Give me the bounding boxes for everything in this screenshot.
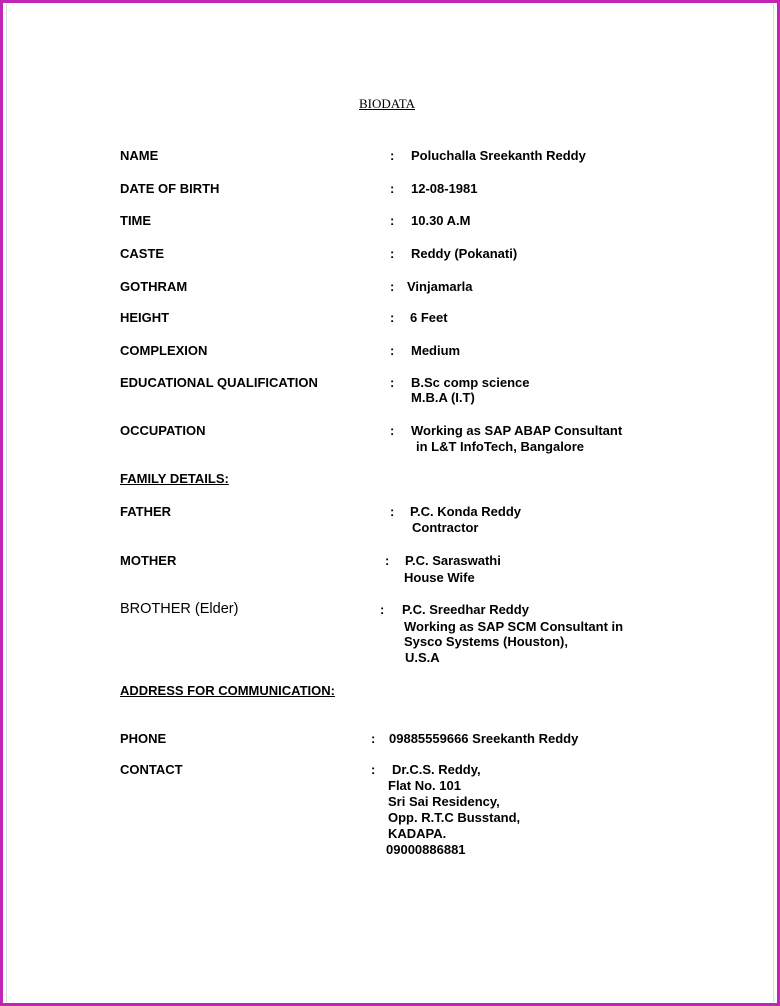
occupation-line: in L&T InfoTech, Bangalore (416, 439, 585, 454)
education-line: B.Sc comp science (411, 375, 530, 390)
occupation-colon: : (390, 423, 395, 438)
contact-line: Sri Sai Residency, (388, 794, 500, 809)
document-title: BIODATA (359, 96, 416, 111)
height-value: 6 Feet (410, 310, 448, 325)
time-value: 10.30 A.M (411, 213, 471, 228)
name-colon: : (390, 148, 395, 163)
family-details-heading: FAMILY DETAILS: (120, 471, 229, 486)
time-colon: : (390, 213, 395, 228)
document-page (6, 4, 774, 1002)
brother-colon: : (380, 602, 385, 617)
brother-line: Working as SAP SCM Consultant in (404, 619, 624, 634)
phone-colon: : (371, 731, 376, 746)
phone-value: 09885559666 Sreekanth Reddy (389, 731, 579, 746)
brother-line: U.S.A (405, 650, 440, 665)
complexion-colon: : (390, 343, 395, 358)
contact-line: KADAPA. (388, 826, 447, 841)
caste-value: Reddy (Pokanati) (411, 246, 518, 261)
dob-value: 12-08-1981 (411, 181, 478, 196)
height-label: HEIGHT (120, 310, 170, 325)
father-line: P.C. Konda Reddy (410, 504, 522, 519)
height-colon: : (390, 310, 395, 325)
contact-line: Opp. R.T.C Busstand, (388, 810, 521, 825)
dob-label: DATE OF BIRTH (120, 181, 220, 196)
father-label: FATHER (120, 504, 172, 519)
contact-label: CONTACT (120, 762, 183, 777)
name-value: Poluchalla Sreekanth Reddy (411, 148, 586, 163)
contact-colon: : (371, 762, 376, 777)
contact-line: 09000886881 (386, 842, 466, 857)
contact-line: Flat No. 101 (388, 778, 461, 793)
name-label: NAME (120, 148, 159, 163)
father-colon: : (390, 504, 395, 519)
education-label: EDUCATIONAL QUALIFICATION (120, 375, 318, 390)
mother-line: House Wife (404, 570, 475, 585)
caste-colon: : (390, 246, 395, 261)
gothram-colon: : (390, 279, 395, 294)
mother-line: P.C. Saraswathi (405, 553, 501, 568)
gothram-value: Vinjamarla (407, 279, 473, 294)
phone-label: PHONE (120, 731, 167, 746)
dob-colon: : (390, 181, 395, 196)
mother-colon: : (385, 553, 390, 568)
brother-line: Sysco Systems (Houston), (404, 634, 568, 649)
brother-line: P.C. Sreedhar Reddy (402, 602, 529, 617)
complexion-value: Medium (411, 343, 461, 358)
gothram-label: GOTHRAM (120, 279, 188, 294)
contact-line: Dr.C.S. Reddy, (392, 762, 481, 777)
complexion-label: COMPLEXION (120, 343, 208, 358)
time-label: TIME (120, 213, 152, 228)
mother-label: MOTHER (120, 553, 177, 568)
brother-label: BROTHER (Elder) (120, 601, 239, 617)
occupation-label: OCCUPATION (120, 423, 206, 438)
caste-label: CASTE (120, 246, 165, 261)
education-colon: : (390, 375, 395, 390)
education-line: M.B.A (I.T) (411, 390, 475, 405)
occupation-line: Working as SAP ABAP Consultant (411, 423, 623, 438)
address-heading: ADDRESS FOR COMMUNICATION: (120, 683, 335, 698)
father-line: Contractor (412, 520, 479, 535)
